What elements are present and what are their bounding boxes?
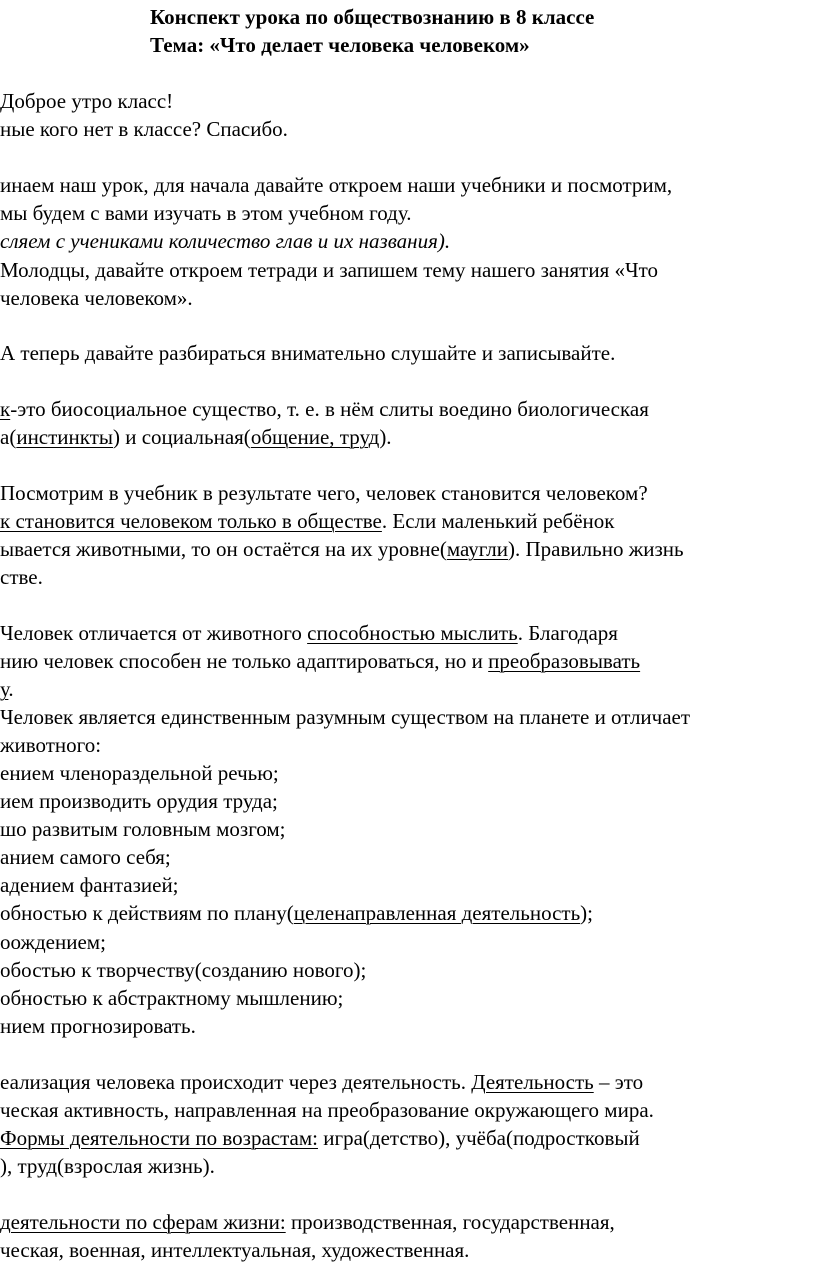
text-segment: анием самого себя;: [0, 845, 171, 869]
text-segment: А теперь давайте разбираться внимательно слушайте и записывайте.: [0, 341, 616, 365]
text-line: [0, 1125, 640, 1151]
text-line: [0, 704, 690, 730]
text-segment: ), труд(взрослая жизнь).: [0, 1154, 215, 1178]
text-segment: обностью к действиям по плану(: [0, 901, 294, 925]
underlined-text: инстинкты: [16, 425, 113, 449]
text-segment: ). Правильно жизнь: [508, 537, 684, 561]
lesson-topic: Тема: «Что делает человека человеком»: [150, 33, 530, 57]
text-line: [0, 760, 279, 786]
text-segment: человека человеком».: [0, 286, 193, 310]
italic-text: сляем с учениками количество глав и их названия).: [0, 229, 451, 253]
text-segment: Молодцы, давайте откроем тетради и запишем тему нашего занятия «Что: [0, 258, 659, 282]
text-line: [0, 788, 278, 814]
text-segment: мы будем с вами изучать в этом учебном году.: [0, 201, 412, 225]
underlined-text: Формы деятельности по возрастам:: [0, 1126, 318, 1150]
text-line: [0, 676, 14, 702]
text-segment: а(: [0, 425, 17, 449]
text-segment: нию человек способен не только адаптироваться, но и: [0, 649, 489, 673]
text-line: [0, 1013, 196, 1039]
text-line: [0, 900, 593, 926]
text-line: [0, 480, 648, 506]
text-segment: ).: [379, 425, 392, 449]
text-segment: производственная, государственная,: [285, 1210, 615, 1234]
underlined-text: к становится человеком только в обществе: [0, 509, 382, 533]
text-line: [0, 508, 614, 534]
text-line: [0, 564, 43, 590]
text-segment: ением членораздельной речью;: [0, 761, 279, 785]
text-line: [0, 1153, 215, 1179]
text-line: [0, 1237, 469, 1263]
underlined-text: преобразовывать: [488, 649, 641, 673]
text-segment: обостью к творчеству(созданию нового);: [0, 958, 367, 982]
text-segment: ием производить орудия труда;: [0, 789, 278, 813]
text-segment: ческая, военная, интеллектуальная, художественная.: [0, 1238, 470, 1262]
underlined-text: общение, труд: [250, 425, 380, 449]
text-line: [0, 88, 173, 114]
text-line: [0, 1209, 615, 1235]
text-segment: – это: [593, 1070, 644, 1094]
text-segment: Человек отличается от животного: [0, 621, 308, 645]
text-line: [0, 424, 392, 450]
text-segment: -это биосоциальное существо, т. е. в нём слиты воедино биологическая: [10, 397, 649, 421]
text-segment: );: [580, 901, 593, 925]
text-segment: Посмотрим в учебник в результате чего, человек становится человеком?: [0, 481, 648, 505]
text-line: [0, 228, 450, 254]
text-line: [0, 844, 171, 870]
text-segment: оождением;: [0, 930, 106, 954]
text-segment: ) и социальная(: [113, 425, 251, 449]
text-line: [0, 340, 615, 366]
text-segment: животного:: [0, 733, 102, 757]
text-line: [0, 957, 366, 983]
text-segment: ывается животными, то он остаётся на их уровне(: [0, 537, 447, 561]
text-line: [0, 536, 684, 562]
text-segment: Человек является единственным разумным существом на планете и отличает: [0, 705, 691, 729]
text-segment: еализация человека происходит через деятельность.: [0, 1070, 472, 1094]
underlined-text: маугли: [446, 537, 509, 561]
text-segment: ные кого нет в классе? Спасибо.: [0, 117, 288, 141]
underlined-text: целенаправленная деятельность: [293, 901, 581, 925]
text-segment: инаем наш урок, для начала давайте откроем наши учебники и посмотрим,: [0, 173, 673, 197]
text-segment: стве.: [0, 565, 43, 589]
text-segment: .: [8, 677, 14, 701]
text-segment: . Благодаря: [517, 621, 618, 645]
text-segment: . Если маленький ребёнок: [381, 509, 615, 533]
underlined-text: к: [0, 397, 11, 421]
underlined-text: у: [0, 677, 9, 701]
text-segment: адением фантазией;: [0, 873, 179, 897]
text-segment: шо развитым головным мозгом;: [0, 817, 286, 841]
text-line: [0, 1069, 643, 1095]
text-line: [0, 200, 411, 226]
text-line: [0, 872, 179, 898]
text-line: [0, 620, 618, 646]
text-segment: нием прогнозировать.: [0, 1014, 196, 1038]
text-line: [0, 285, 193, 311]
text-segment: ческая активность, направленная на преобразование окружающего мира.: [0, 1098, 654, 1122]
document-title: Конспект урока по обществознанию в 8 классе: [150, 5, 595, 29]
text-line: [0, 1097, 654, 1123]
text-line: [0, 929, 106, 955]
text-segment: обностью к абстрактному мышлению;: [0, 986, 344, 1010]
text-line: [0, 172, 672, 198]
underlined-text: деятельности по сферам жизни:: [0, 1210, 286, 1234]
text-line: [0, 116, 288, 142]
text-line: [0, 732, 101, 758]
text-line: [0, 396, 649, 422]
text-segment: Доброе утро класс!: [0, 89, 174, 113]
text-line: [0, 816, 286, 842]
text-line: [0, 257, 658, 283]
underlined-text: способностью мыслить: [307, 621, 518, 645]
underlined-text: Деятельность: [471, 1070, 594, 1094]
text-line: [0, 648, 640, 674]
text-line: [0, 985, 343, 1011]
text-segment: игра(детство), учёба(подростковый: [317, 1126, 640, 1150]
